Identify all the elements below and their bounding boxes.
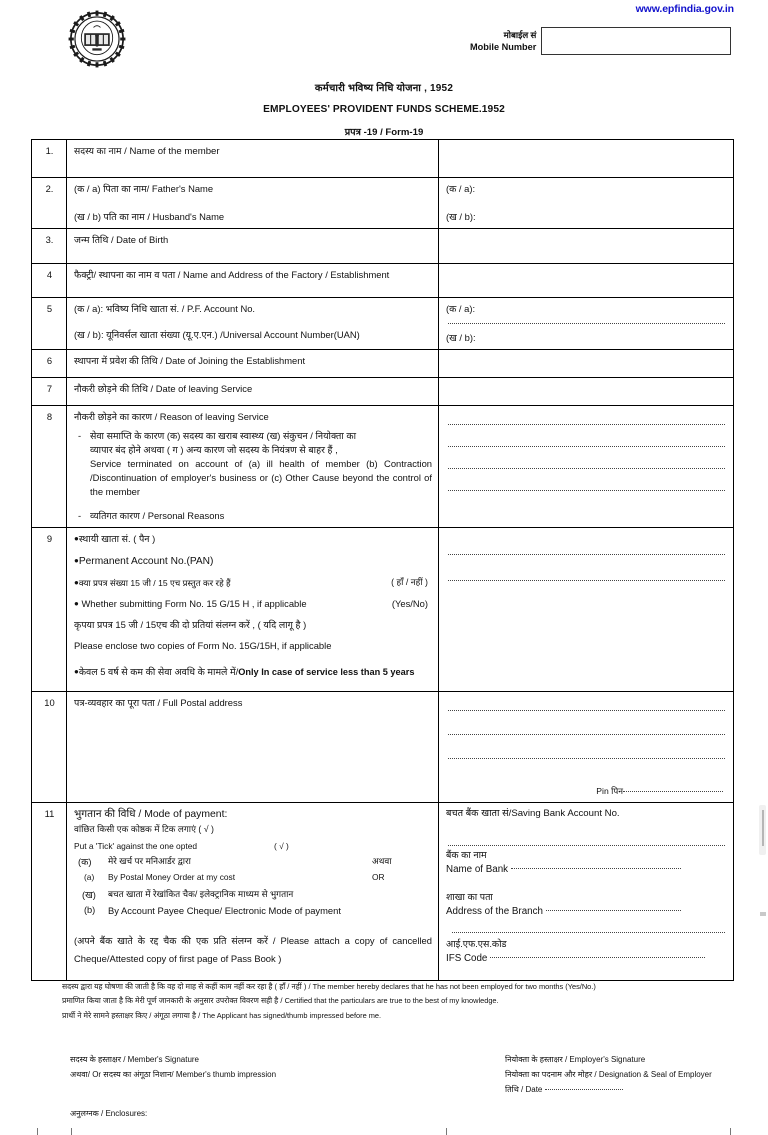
bullet-star-icon: ● [74, 598, 79, 608]
pan-dotted-line-1[interactable] [448, 554, 725, 555]
employer-signature-area [505, 1052, 765, 1098]
table-row-1 [32, 140, 734, 178]
option-a-hindi[interactable] [74, 855, 432, 869]
scrollbar-mark [760, 912, 766, 916]
row-number: 7 [32, 378, 67, 406]
declaration-3 [62, 1009, 752, 1023]
bank-details-block [439, 802, 734, 980]
date-of-leaving-value[interactable] [439, 378, 734, 406]
mobile-number-input[interactable] [541, 27, 731, 55]
form-title-block [0, 80, 768, 138]
scrollbar-thumb[interactable] [759, 805, 766, 855]
option-b-hindi-text: बचत खाता में रेखांकित चैक/ इलेक्ट्रानिक माध्यम से भुगतान [108, 889, 294, 900]
pin-label-english: Pin [596, 786, 609, 797]
ifs-code-dotted-line[interactable] [490, 957, 705, 958]
address-dotted-line-3[interactable] [448, 758, 725, 759]
option-b-english-text: By Account Payee Cheque/ Electronic Mode of payment [108, 905, 341, 917]
date-of-leaving-label: नौकरी छोड़ने की तिथि / Date of leaving Service [67, 378, 439, 406]
form-header [0, 0, 768, 138]
member-signature-area [70, 1052, 420, 1082]
option-a-english-key: (a) [84, 872, 95, 883]
branch-address-label-hindi: शाखा का पता [446, 891, 493, 903]
pin-dotted-line[interactable] [623, 791, 723, 792]
row-1-label-english: / Name of the member [124, 146, 220, 157]
pan-dotted-line-2[interactable] [448, 580, 725, 581]
bank-name-dotted-line[interactable] [511, 868, 681, 869]
bottom-table-divider-1 [71, 1128, 72, 1135]
bullet-dash-icon: - [78, 429, 82, 441]
uan-value[interactable]: (ख / b): [446, 332, 476, 344]
reason-of-leaving-block [67, 406, 439, 528]
declarations-block [62, 980, 752, 1023]
factory-name-address-value[interactable] [439, 264, 734, 298]
date-of-joining-label: स्थापना में प्रवेश की तिथि / Date of Joining the Establishment [67, 350, 439, 378]
declaration-2-english: Certified that the particulars are true to the best of my knowledge. [284, 996, 499, 1006]
form15-hindi-line: ●क्या प्रपत्र संख्या 15 जी / 15 एच प्रस्तुत कर रहे हैं ( हाँ / नहीं ) [74, 576, 428, 588]
reason-1-english: Service terminated on account of (a) ill health of member (b) Contraction /Discontinuation of employer's business or (c) Other Cause beyond the control of the member [90, 457, 432, 497]
mode-of-payment-heading: भुगतान की विधि / Mode of payment: [74, 808, 228, 820]
row-2-values[interactable] [439, 178, 734, 229]
address-dotted-line-1[interactable] [448, 710, 725, 711]
declaration-1 [62, 980, 752, 994]
cancelled-cheque-note: (अपने बैंक खाते के रद्द चैक की एक प्रति संलग्न करें / Please attach a copy of cancelled Cheque/Attested copy of first page of Pass Book ) [74, 935, 432, 965]
ifs-code-label-english: IFS Code [446, 953, 488, 965]
branch-address-field[interactable] [446, 904, 727, 920]
row-1-value[interactable] [439, 140, 734, 178]
tick-symbol: ( √ ) [274, 840, 289, 851]
option-a-hindi-text: मेरे खर्च पर मनिआर्डर द्वारा [108, 856, 191, 867]
fathers-name-label: (क / a) पिता का नाम/ Father's Name [74, 183, 214, 194]
option-a-hindi-key: (क) [78, 856, 92, 868]
form15-english-line: ● Whether submitting Form No. 15 G/15 H , if applicable (Yes/No) [74, 597, 428, 609]
mobile-number-labels [470, 27, 541, 55]
member-signature-label: सदस्य के हस्ताक्षर / Member's Signature [70, 1055, 200, 1064]
ifs-code-field[interactable] [446, 951, 727, 967]
payment-options [74, 855, 432, 918]
branch-address-label-english: Address of the Branch [446, 906, 543, 918]
reason-of-leaving-heading: नौकरी छोड़ने का कारण / Reason of leaving Service [74, 411, 269, 423]
page-scrollbar[interactable] [755, 0, 768, 1135]
declaration-2-hindi: प्रमाणित किया जाता है कि मेरी पूर्ण जानकारी के अनुसार उपरोक्त विवरण सही है / [62, 996, 283, 1006]
reason-dotted-line-3[interactable] [448, 468, 725, 469]
full-postal-address-label: पत्र-व्यवहार का पूरा पता / Full Postal address [67, 692, 439, 803]
declaration-1-hindi: सदस्य द्वारा यह घोषणा की जाती है कि वह दो माह से कहीं काम नहीं कर रहा है ( हाँ / नहीं ) [62, 982, 307, 991]
bottom-table-divider-2 [446, 1128, 447, 1135]
table-row-10 [32, 692, 734, 803]
pf-account-no-dotted-line[interactable] [448, 323, 725, 324]
declaration-3-english: The Applicant has signed/thumb impressed before me. [202, 1010, 382, 1020]
date-of-joining-value[interactable] [439, 350, 734, 378]
row-number: 3. [32, 229, 67, 264]
employer-signature-label: नियोक्ता के हस्ताक्षर / Employer's Signature [505, 1055, 646, 1064]
pan-block [67, 528, 439, 692]
row-2-labels [67, 178, 439, 229]
tick-instruction-english: Put a 'Tick' against the one opted ( √ ) [74, 840, 289, 851]
option-b-english-key: (b) [84, 905, 96, 916]
table-row-6 [32, 350, 734, 378]
row-number: 1. [32, 140, 67, 178]
bullet-star-icon: ● [74, 534, 79, 544]
date-of-birth-label: जन्म तिथि / Date of Birth [67, 229, 439, 264]
option-b-hindi[interactable] [74, 888, 432, 902]
pin-code-field[interactable] [446, 785, 727, 798]
enclosures-label: अनुलग्नक / Enclosures: [70, 1109, 148, 1118]
enclose-copies-english: Please enclose two copies of Form No. 15G/15H, if applicable [74, 640, 332, 652]
declaration-3-hindi: प्रार्थी ने मेरे सामने हस्ताक्षर किए / अंगूठा लगाया है / [62, 1010, 201, 1020]
table-row-2 [32, 178, 734, 229]
tick-instruction-hindi: वांछित किसी एक कोष्ठक में टिक लगाएं ( √ ) [74, 823, 214, 834]
bullet-star-icon: ● [74, 577, 79, 587]
row-1-label [67, 140, 439, 178]
husbands-name-value[interactable]: (ख / b): [446, 211, 476, 223]
enclose-copies-hindi: कृपया प्रपत्र 15 जी / 15एच की दो प्रतियां संलग्न करें , ( यदि लागू है ) [74, 619, 307, 631]
row-number: 10 [32, 692, 67, 803]
mobile-label-hindi: मोबाईल सं [503, 30, 537, 40]
row-number: 9 [32, 528, 67, 692]
option-a-english-text: By Postal Money Order at my cost [108, 872, 236, 883]
row-number: 2. [32, 178, 67, 229]
scrollbar-thumb-grip [762, 810, 764, 846]
pf-account-no-label: (क / a): भविष्य निधि खाता सं. / P.F. Account No. [74, 303, 256, 315]
option-a-english-or: OR [372, 872, 385, 883]
row-number: 11 [32, 802, 67, 980]
bank-name-label-english: Name of Bank [446, 864, 509, 876]
reason-of-leaving-value[interactable] [439, 406, 734, 528]
pan-label-english: ●Permanent Account No.(PAN) [74, 555, 214, 567]
bullet-star-icon: ● [74, 555, 79, 565]
table-row-5 [32, 298, 734, 350]
factory-name-address-label: फैक्ट्री/ स्थापना का नाम व पता / Name and Address of the Factory / Establishment [67, 264, 439, 298]
table-row-9 [32, 528, 734, 692]
form-number-title: प्रपत्र -19 / Form-19 [344, 127, 424, 138]
row-number: 5 [32, 298, 67, 350]
reason-2-personal: व्यतिगत कारण / Personal Reasons [90, 510, 225, 522]
scheme-title-hindi: कर्मचारी भविष्य निधि योजना , 1952 [314, 83, 454, 94]
option-b-hindi-key: (ख) [82, 889, 96, 901]
reason-dotted-line-2[interactable] [448, 446, 725, 447]
uan-label: (ख / b): यूनिवर्सल खाता संख्या (यू.ए.एन.) /Universal Account Number(UAN) [74, 329, 360, 341]
option-a-hindi-or: अथवा [372, 856, 392, 867]
row-5-values[interactable] [439, 298, 734, 350]
address-dotted-line-2[interactable] [448, 734, 725, 735]
row-5-labels [67, 298, 439, 350]
bottom-table-stub [37, 1128, 731, 1135]
option-b-english[interactable] [74, 904, 432, 918]
epfindia-website-link[interactable]: www.epfindia.gov.in [635, 3, 734, 15]
reason-1-hindi-line-1: सेवा समाप्ति के कारण (क) सदस्य का खराब स्वास्थ्य (ख) संकुचन / नियोक्ता का [90, 429, 357, 441]
saving-bank-account-label: बचत बैंक खाता सं/Saving Bank Account No. [446, 807, 620, 819]
husbands-name-label: (ख / b) पति का नाम / Husband's Name [74, 211, 225, 223]
mobile-number-field-group [470, 27, 731, 55]
table-row-4 [32, 264, 734, 298]
branch-address-dotted-line-2[interactable] [452, 932, 725, 933]
form-19-table [31, 139, 734, 981]
employer-date-field[interactable] [505, 1082, 765, 1097]
reason-dotted-line-1[interactable] [448, 424, 725, 425]
saving-bank-account-dotted-line[interactable] [448, 845, 725, 846]
ifs-code-label-hindi: आई.एफ.एस.कोड [446, 937, 507, 949]
date-of-birth-value[interactable] [439, 229, 734, 264]
scheme-title-english: EMPLOYEES' PROVIDENT FUNDS SCHEME.1952 [263, 104, 505, 115]
pan-values[interactable] [439, 528, 734, 692]
table-row-7 [32, 378, 734, 406]
option-a-english[interactable] [74, 871, 432, 884]
employer-designation-label: नियोक्ता का पदनाम और मोहर / Designation & Seal of Employer [505, 1070, 712, 1080]
bank-name-field[interactable] [446, 862, 727, 878]
service-less-5-years-note: ●केवल 5 वर्ष से कम की सेवा अवधि के मामले में/Only In case of service less than 5 years [74, 666, 415, 678]
table-row-8 [32, 406, 734, 528]
pin-label-hindi: पिन [611, 786, 623, 797]
mobile-label-english: Mobile Number [470, 42, 537, 53]
row-1-label-hindi: सदस्य का नाम [74, 146, 122, 156]
branch-address-dotted-line-1[interactable] [546, 910, 681, 911]
declaration-1-english: / The member hereby declares that he has not been employed for two months (Yes/No.) [308, 982, 596, 991]
pf-account-no-value[interactable]: (क / a): [446, 303, 476, 315]
fathers-name-value[interactable]: (क / a): [446, 183, 476, 194]
row-number: 6 [32, 350, 67, 378]
reason-bullet-1 [74, 429, 432, 500]
reason-1-hindi-line-2: व्यापार बंद होने अथवा ( ग ) अन्य कारण जो सदस्य के नियंत्रण से बाहर हैं , [90, 443, 338, 455]
epfo-emblem-icon [68, 10, 126, 68]
mode-of-payment-block [67, 802, 439, 980]
bank-name-label-hindi: बैंक का नाम [446, 849, 487, 861]
row-number: 8 [32, 406, 67, 528]
table-row-3 [32, 229, 734, 264]
reason-bullet-2 [74, 509, 432, 523]
table-row-11 [32, 802, 734, 980]
row-number: 4 [32, 264, 67, 298]
full-postal-address-value[interactable] [439, 692, 734, 803]
bullet-star-icon: ● [74, 667, 79, 677]
date-label: तिथि / Date [505, 1085, 543, 1095]
member-thumb-label: अथवा/ Or सदस्य का अंगूठा निशान/ Member's thumb impression [70, 1070, 277, 1080]
pan-label-hindi: ●स्थायी खाता सं. ( पैन ) [74, 533, 156, 545]
declaration-2 [62, 994, 752, 1008]
bullet-dash-icon: - [78, 510, 82, 522]
date-dotted-line[interactable] [545, 1089, 623, 1090]
reason-dotted-line-4[interactable] [448, 490, 725, 491]
